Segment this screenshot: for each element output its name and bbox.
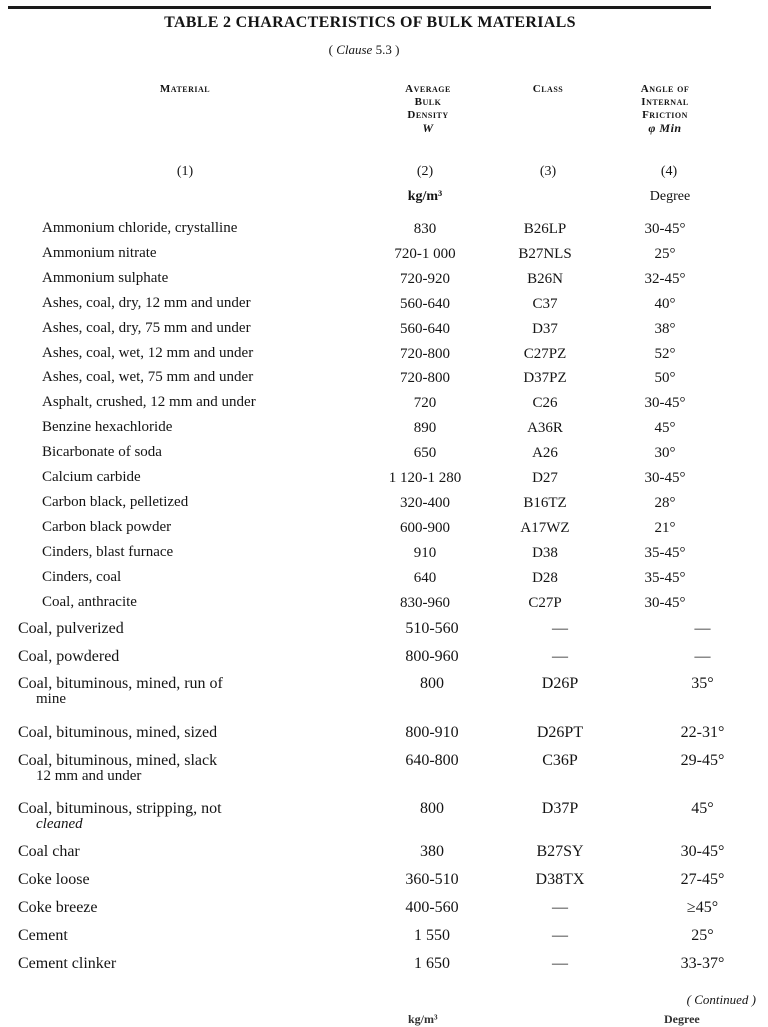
cell-material xyxy=(18,724,348,741)
footer-unit-angle: Degree xyxy=(664,1012,700,1026)
header-density xyxy=(378,83,478,135)
cell-angle: 30-45° xyxy=(644,395,686,411)
cell-density: 830 xyxy=(413,221,437,237)
cell-class: D27 xyxy=(532,470,558,486)
header-angle-line2: Internal xyxy=(641,96,689,108)
cell-angle: 32-45° xyxy=(644,271,686,287)
cell-angle: 30-45° xyxy=(680,843,725,860)
table-row xyxy=(0,369,768,389)
cell-density: 720-920 xyxy=(400,271,450,287)
cell-density: 320-400 xyxy=(400,495,450,511)
cell-density: 640-800 xyxy=(405,752,459,769)
cell-class: — xyxy=(552,620,568,637)
cell-angle: 30-45° xyxy=(644,221,686,237)
cell-material-line1: Coal, bituminous, mined, slack xyxy=(18,752,218,769)
cell-density: 800-910 xyxy=(405,724,459,741)
cell-material: Asphalt, crushed, 12 mm and under xyxy=(42,394,256,410)
cell-density: 1 650 xyxy=(414,955,450,972)
cell-angle: 22-31° xyxy=(680,724,725,741)
cell-material xyxy=(18,800,348,832)
cell-material xyxy=(18,955,348,972)
table-row xyxy=(0,569,768,589)
cell-material xyxy=(18,899,348,916)
cell-material: Ashes, coal, dry, 75 mm and under xyxy=(42,320,251,336)
column-number-4: (4) xyxy=(660,164,678,179)
cell-angle: 29-45° xyxy=(680,752,725,769)
cell-class: D37 xyxy=(532,321,558,337)
cell-angle: 35-45° xyxy=(644,570,686,586)
cell-class: — xyxy=(552,648,568,665)
table-row xyxy=(0,675,768,715)
header-class: Class xyxy=(532,83,564,95)
cell-angle: 35° xyxy=(691,675,714,692)
cell-material: Coal, anthracite xyxy=(42,594,137,610)
cell-density: 600-900 xyxy=(400,520,450,536)
cell-density: 720-800 xyxy=(400,346,450,362)
cell-material: Carbon black, pelletized xyxy=(42,494,189,510)
cell-material: Ammonium chloride, crystalline xyxy=(42,220,238,236)
header-angle xyxy=(610,83,720,135)
unit-density: kg/m³ xyxy=(407,189,443,204)
table-row xyxy=(0,544,768,564)
cell-material xyxy=(18,871,348,888)
cell-material: Cinders, blast furnace xyxy=(42,544,174,560)
cell-density: 380 xyxy=(420,843,444,860)
cell-angle: 52° xyxy=(654,346,676,362)
cell-density: 910 xyxy=(413,545,437,561)
cell-density: 890 xyxy=(413,420,437,436)
cell-class: C36P xyxy=(542,752,578,769)
cell-class: B26N xyxy=(527,271,563,287)
cell-material-line1: Coal, bituminous, mined, run of xyxy=(18,675,223,692)
cell-class: D38TX xyxy=(535,871,585,888)
unit-angle: Degree xyxy=(649,189,691,204)
cell-material: Bicarbonate of soda xyxy=(42,444,162,460)
cell-material xyxy=(18,752,348,784)
cell-material xyxy=(18,927,348,944)
top-rule xyxy=(8,6,711,9)
cell-class: C27P xyxy=(528,595,562,611)
table-row xyxy=(0,752,768,792)
cell-angle: ≥45° xyxy=(686,899,719,916)
cell-angle: 25° xyxy=(654,246,676,262)
cell-material-line1: Coal char xyxy=(18,843,80,860)
cell-material-line2: mine xyxy=(36,691,66,707)
table-row xyxy=(0,295,768,315)
column-number-3: (3) xyxy=(539,164,557,179)
cell-density: 560-640 xyxy=(400,296,450,312)
cell-class: D28 xyxy=(532,570,558,586)
cell-material-line1: Cement clinker xyxy=(18,955,117,972)
cell-angle: 30° xyxy=(654,445,676,461)
cell-class: — xyxy=(552,955,568,972)
table-title: TABLE 2 CHARACTERISTICS OF BULK MATERIALS xyxy=(164,14,576,31)
cell-class: A36R xyxy=(527,420,563,436)
cell-angle: 25° xyxy=(691,927,714,944)
cell-class: C27PZ xyxy=(523,346,567,362)
cell-material: Ashes, coal, dry, 12 mm and under xyxy=(42,295,251,311)
cell-density: 830-960 xyxy=(400,595,450,611)
cell-class: D37P xyxy=(541,800,579,817)
continued-note: ( Continued ) xyxy=(686,992,756,1007)
cell-density: 360-510 xyxy=(405,871,459,888)
header-material: Material xyxy=(159,83,211,95)
cell-material: Ammonium sulphate xyxy=(42,270,169,286)
cell-material-line1: Coal, bituminous, stripping, not xyxy=(18,800,222,817)
table-row xyxy=(0,519,768,539)
cell-angle: 38° xyxy=(654,321,676,337)
cell-angle: 40° xyxy=(654,296,676,312)
cell-density: 650 xyxy=(413,445,437,461)
cell-density: 800 xyxy=(420,675,444,692)
cell-class: C26 xyxy=(532,395,558,411)
cell-angle: 35-45° xyxy=(644,545,686,561)
cell-density: 510-560 xyxy=(405,620,459,637)
cell-density: 560-640 xyxy=(400,321,450,337)
cell-material: Benzine hexachloride xyxy=(42,419,173,435)
clause-number: 5.3 xyxy=(375,42,392,57)
cell-density: 640 xyxy=(413,570,437,586)
clause-reference: ( Clause 5.3 ) xyxy=(328,42,400,57)
cell-material: Ammonium nitrate xyxy=(42,245,157,261)
cell-class: — xyxy=(552,899,568,916)
table-row xyxy=(0,320,768,340)
cell-class: D26PT xyxy=(536,724,584,741)
cell-material: Calcium carbide xyxy=(42,469,141,485)
clause-label: Clause xyxy=(336,42,373,57)
table-row xyxy=(0,800,768,840)
cell-material xyxy=(18,648,348,665)
table-row xyxy=(0,419,768,439)
cell-class: — xyxy=(552,927,568,944)
cell-angle: 45° xyxy=(654,420,676,436)
cell-class: D26P xyxy=(541,675,579,692)
cell-material-line2: 12 mm and under xyxy=(36,768,142,784)
header-angle-symbol: φ Min xyxy=(648,121,682,135)
cell-density: 720-1 000 xyxy=(394,246,456,262)
column-number-1: (1) xyxy=(176,164,194,179)
cell-class: C37 xyxy=(532,296,558,312)
cell-class: D37PZ xyxy=(523,370,567,386)
table-row xyxy=(0,394,768,414)
cell-material xyxy=(18,620,348,637)
cell-class: A26 xyxy=(532,445,558,461)
cell-density: 720 xyxy=(413,395,437,411)
header-angle-line3: Friction xyxy=(642,109,688,121)
cell-class: D38 xyxy=(532,545,558,561)
header-density-line3: Density xyxy=(407,109,449,121)
cell-density: 800 xyxy=(420,800,444,817)
cell-angle: 21° xyxy=(654,520,676,536)
cell-material-line1: Coke breeze xyxy=(18,899,98,916)
header-density-line1: Average xyxy=(405,83,451,95)
cell-material-line2: cleaned xyxy=(36,816,83,832)
cell-density: 1 550 xyxy=(414,927,450,944)
table-row xyxy=(0,594,768,614)
cell-class: B27NLS xyxy=(518,246,572,262)
table-row xyxy=(0,494,768,514)
cell-material-line1: Coal, pulverized xyxy=(18,620,124,637)
cell-material xyxy=(18,843,348,860)
cell-angle: 50° xyxy=(654,370,676,386)
table-row xyxy=(0,220,768,240)
header-density-symbol: W xyxy=(422,121,434,135)
cell-density: 1 120-1 280 xyxy=(388,470,462,486)
cell-density: 800-960 xyxy=(405,648,459,665)
cell-material: Ashes, coal, wet, 75 mm and under xyxy=(42,369,254,385)
cell-angle: 27-45° xyxy=(680,871,725,888)
cell-material xyxy=(18,675,348,707)
cell-angle: — xyxy=(694,648,711,665)
cell-angle: 33-37° xyxy=(680,955,725,972)
cell-angle: 45° xyxy=(691,800,714,817)
cell-material-line1: Cement xyxy=(18,927,68,944)
cell-material-line1: Coal, powdered xyxy=(18,648,120,665)
table-row xyxy=(0,245,768,265)
cell-material: Ashes, coal, wet, 12 mm and under xyxy=(42,345,254,361)
table-row xyxy=(0,345,768,365)
table-row xyxy=(0,444,768,464)
cell-angle: 30-45° xyxy=(644,595,686,611)
cell-angle: — xyxy=(694,620,711,637)
cell-material: Cinders, coal xyxy=(42,569,122,585)
cell-material-line1: Coal, bituminous, mined, sized xyxy=(18,724,218,741)
cell-class: B27SY xyxy=(536,843,584,860)
table-row xyxy=(0,469,768,489)
cell-density: 400-560 xyxy=(405,899,459,916)
cell-material: Carbon black powder xyxy=(42,519,172,535)
cell-class: B26LP xyxy=(523,221,567,237)
cell-class: B16TZ xyxy=(523,495,567,511)
table-row xyxy=(0,270,768,290)
column-number-2: (2) xyxy=(416,164,434,179)
table-row xyxy=(0,955,768,995)
cell-angle: 30-45° xyxy=(644,470,686,486)
header-density-line2: Bulk xyxy=(414,96,442,108)
cell-angle: 28° xyxy=(654,495,676,511)
cell-density: 720-800 xyxy=(400,370,450,386)
cell-class: A17WZ xyxy=(520,520,570,536)
footer-unit-density: kg/m³ xyxy=(408,1012,438,1026)
header-angle-line1: Angle of xyxy=(640,83,690,95)
cell-material-line1: Coke loose xyxy=(18,871,90,888)
